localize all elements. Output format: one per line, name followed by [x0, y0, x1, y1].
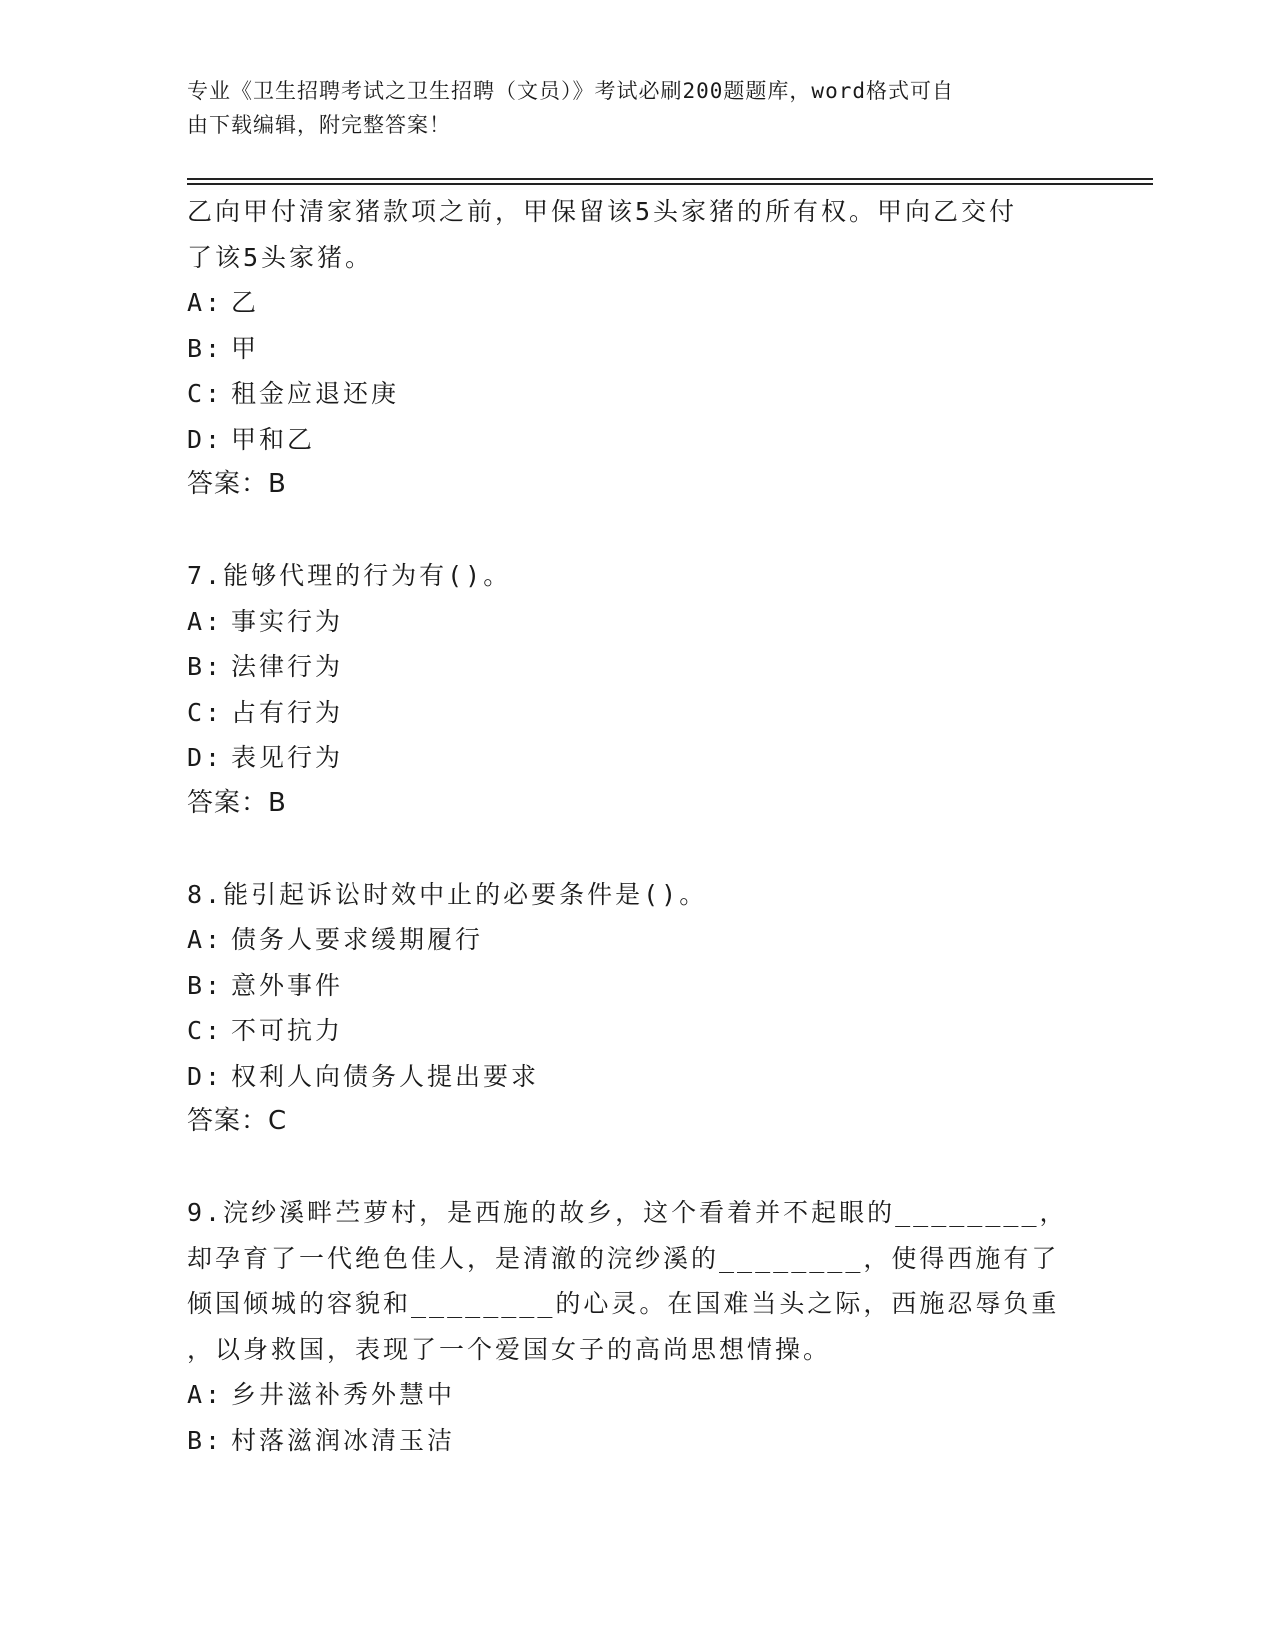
question-stem: 了该5头家猪。: [187, 242, 374, 272]
header-divider-top: [187, 178, 1153, 180]
question-stem: 倾国倾城的容貌和________的心灵。在国难当头之际，西施忍辱负重: [187, 1289, 1060, 1318]
spacer: [187, 508, 1067, 554]
option-b: [187, 326, 1067, 372]
option-text: 表见行为: [231, 743, 344, 772]
option-a: [187, 1372, 1067, 1418]
question-stem: 却孕育了一代绝色佳人，是清澈的浣纱溪的________，使得西施有了: [187, 1243, 1060, 1273]
option-label: B:: [187, 970, 224, 1000]
option-c: [187, 371, 1067, 417]
option-label: D:: [187, 743, 224, 772]
question-stem: 9.浣纱溪畔苎萝村，是西施的故乡，这个看着并不起眼的________，: [187, 1198, 1068, 1227]
option-label: D:: [187, 424, 224, 454]
option-b: [187, 963, 1067, 1009]
option-text: 租金应退还庚: [231, 379, 400, 408]
spacer: [187, 826, 1067, 872]
option-label: D:: [187, 1061, 224, 1091]
document-header: [187, 74, 1067, 142]
option-text: 意外事件: [231, 970, 344, 1000]
option-text: 债务人要求缓期履行: [231, 925, 484, 954]
option-text: 乡井滋补秀外慧中: [231, 1380, 456, 1409]
question-6: [187, 189, 1067, 508]
option-label: A:: [187, 606, 224, 636]
option-label: A:: [187, 1380, 224, 1409]
question-stem: 8.能引起诉讼时效中止的必要条件是()。: [187, 879, 708, 909]
option-text: 乙: [231, 288, 260, 317]
option-label: B:: [187, 1425, 224, 1455]
option-text: 权利人向债务人提出要求: [231, 1061, 540, 1091]
option-label: C:: [187, 697, 224, 727]
question-stem: ，以身救国，表现了一个爱国女子的高尚思想情操。: [187, 1334, 832, 1364]
option-c: [187, 1008, 1067, 1054]
option-label: A:: [187, 288, 224, 317]
spacer: [187, 1145, 1067, 1191]
option-label: C:: [187, 1016, 224, 1045]
option-label: B:: [187, 333, 224, 363]
option-d: [187, 735, 1067, 781]
option-text: 占有行为: [231, 697, 344, 727]
option-d: [187, 417, 1067, 463]
option-label: C:: [187, 379, 224, 408]
document-body: [187, 189, 1067, 1463]
option-a: [187, 280, 1067, 326]
header-line-1: 专业《卫生招聘考试之卫生招聘（文员）》考试必刷200题题库，word格式可自: [187, 79, 954, 103]
question-stem: 乙向甲付清家猪款项之前，甲保留该5头家猪的所有权。甲向乙交付: [187, 197, 1018, 226]
answer-line: 答案：C: [187, 1106, 288, 1136]
option-b: [187, 1418, 1067, 1464]
option-label: A:: [187, 925, 224, 954]
answer-line: 答案：B: [187, 787, 287, 818]
option-text: 村落滋润冰清玉洁: [231, 1425, 456, 1455]
option-text: 甲和乙: [231, 424, 316, 454]
option-b: [187, 644, 1067, 690]
question-9: [187, 1190, 1067, 1463]
option-c: [187, 690, 1067, 736]
question-8: [187, 872, 1067, 1145]
header-divider-bottom: [187, 183, 1153, 185]
header-line-2: 由下载编辑，附完整答案！: [187, 113, 451, 137]
option-label: B:: [187, 652, 224, 681]
option-text: 事实行为: [231, 606, 344, 636]
option-text: 不可抗力: [231, 1016, 344, 1045]
answer-line: 答案：B: [187, 469, 287, 499]
option-d: [187, 1054, 1067, 1100]
option-text: 甲: [231, 333, 260, 363]
question-stem: 7.能够代理的行为有()。: [187, 561, 512, 590]
option-a: [187, 917, 1067, 963]
question-7: [187, 553, 1067, 826]
option-a: [187, 599, 1067, 645]
option-text: 法律行为: [231, 652, 344, 681]
